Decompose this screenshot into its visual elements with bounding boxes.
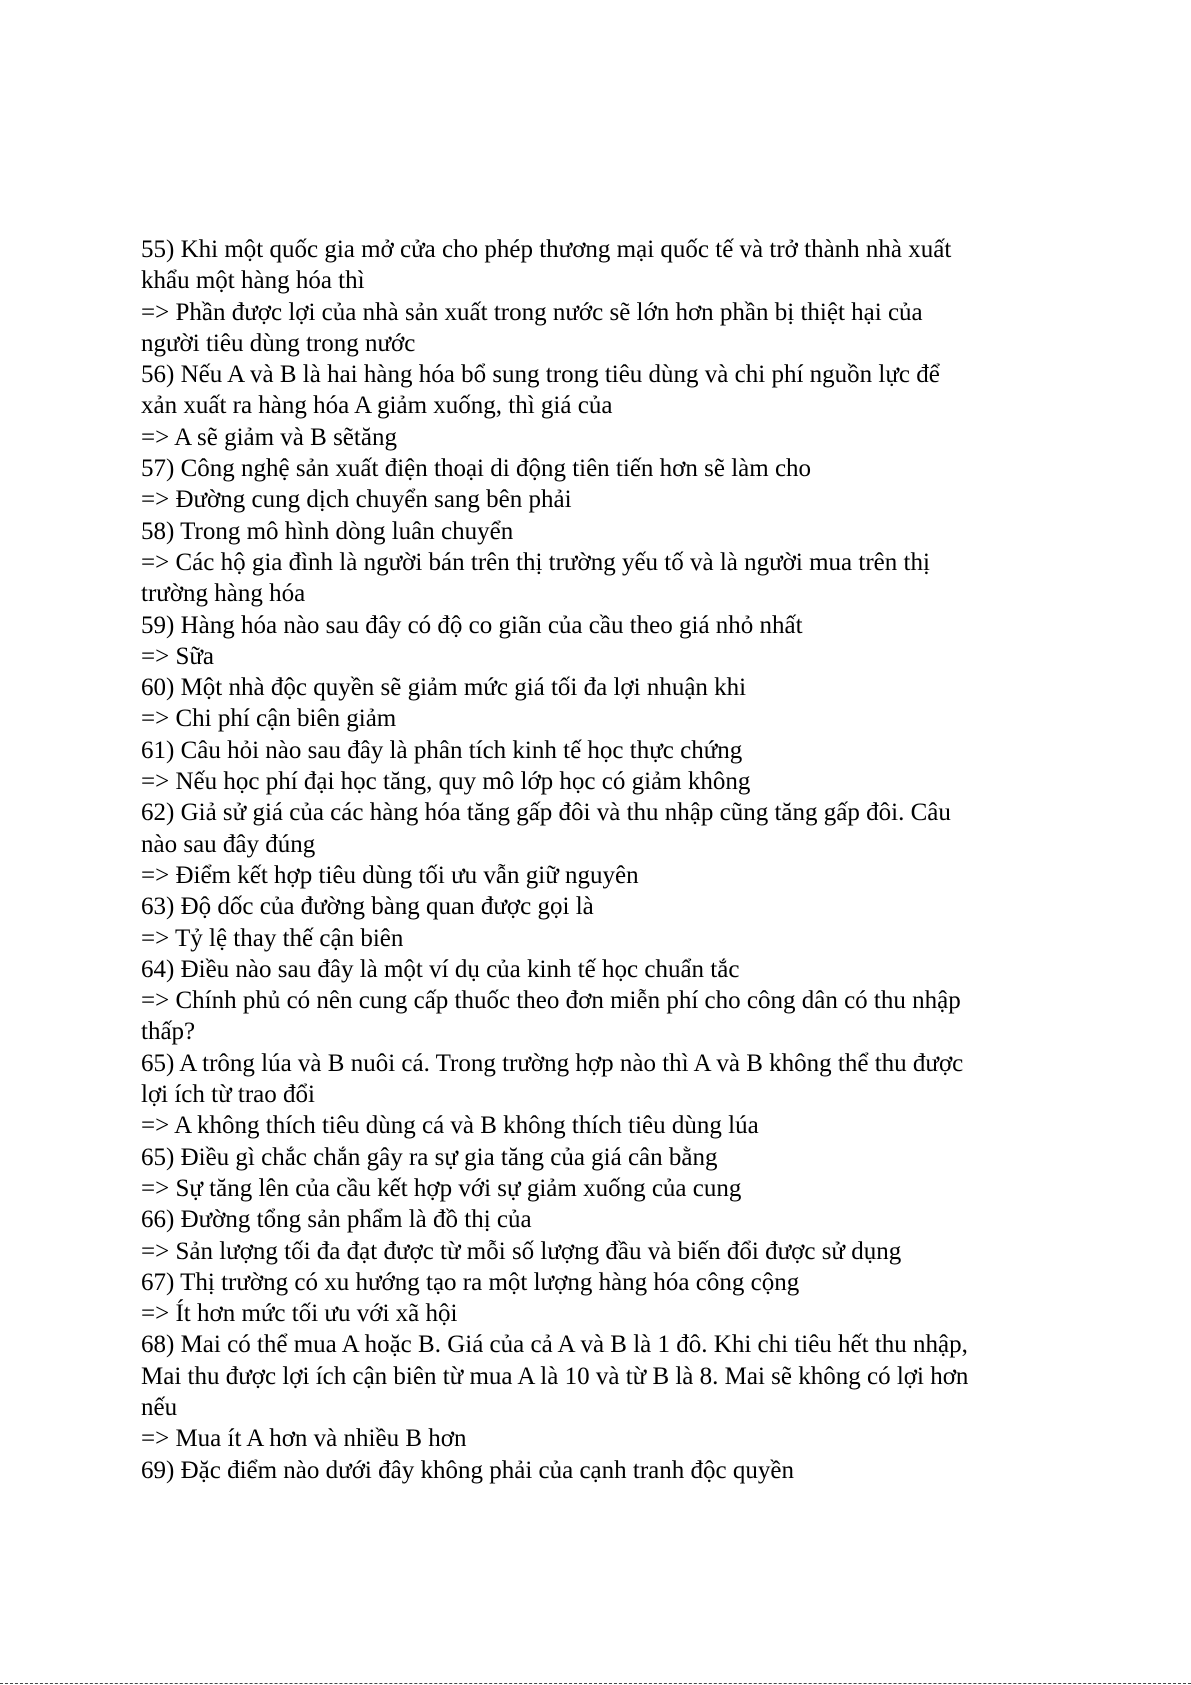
text-line: khẩu một hàng hóa thì: [141, 267, 365, 295]
text-line: 65) Điều gì chắc chắn gây ra sự gia tăng của giá cân bằng: [141, 1143, 718, 1171]
text-line: 68) Mai có thể mua A hoặc B. Giá của cả A và B là 1 đô. Khi chi tiêu hết thu nhập,: [141, 1331, 968, 1359]
text-line: 56) Nếu A và B là hai hàng hóa bổ sung trong tiêu dùng và chi phí nguồn lực để: [141, 361, 940, 389]
text-line: => Ít hơn mức tối ưu với xã hội: [141, 1300, 458, 1328]
text-line: => Tỷ lệ thay thế cận biên: [141, 924, 404, 952]
text-line: lợi ích từ trao đổi: [141, 1081, 315, 1109]
text-line: 69) Đặc điểm nào dưới đây không phải của cạnh tranh độc quyền: [141, 1456, 794, 1484]
text-line: 62) Giả sử giá của các hàng hóa tăng gấp đôi và thu nhập cũng tăng gấp đôi. Câu: [141, 799, 951, 827]
text-line: => Các hộ gia đình là người bán trên thị trường yếu tố và là người mua trên thị: [141, 548, 930, 576]
text-line: Mai thu được lợi ích cận biên từ mua A là 10 và từ B là 8. Mai sẽ không có lợi hơn: [141, 1362, 969, 1390]
text-line: 64) Điều nào sau đây là một ví dụ của kinh tế học chuẩn tắc: [141, 955, 740, 983]
text-line: => Nếu học phí đại học tăng, quy mô lớp học có giảm không: [141, 768, 751, 796]
text-line: 57) Công nghệ sản xuất điện thoại di động tiên tiến hơn sẽ làm cho: [141, 455, 812, 483]
text-line: => A không thích tiêu dùng cá và B không thích tiêu dùng lúa: [141, 1112, 759, 1140]
document-body: [141, 234, 1071, 1486]
text-line: => Phần được lợi của nhà sản xuất trong nước sẽ lớn hơn phần bị thiệt hại của: [141, 298, 923, 326]
text-line: thấp?: [141, 1018, 196, 1046]
text-line: => Điểm kết hợp tiêu dùng tối ưu vẫn giữ nguyên: [141, 861, 639, 889]
text-line: 67) Thị trường có xu hướng tạo ra một lượng hàng hóa công cộng: [141, 1268, 800, 1296]
text-line: => Chi phí cận biên giảm: [141, 705, 397, 733]
text-line: người tiêu dùng trong nước: [141, 329, 416, 357]
text-line: => Sữa: [141, 642, 214, 670]
text-line: => Đường cung dịch chuyển sang bên phải: [141, 486, 572, 514]
text-line: => Chính phủ có nên cung cấp thuốc theo đơn miễn phí cho công dân có thu nhập: [141, 987, 961, 1015]
text-line: => Mua ít A hơn và nhiều B hơn: [141, 1425, 467, 1453]
text-line: => A sẽ giảm và B sẽtăng: [141, 423, 397, 451]
text-line: trường hàng hóa: [141, 580, 306, 608]
text-line: 58) Trong mô hình dòng luân chuyển: [141, 517, 514, 545]
text-line: 55) Khi một quốc gia mở cửa cho phép thương mại quốc tế và trở thành nhà xuất: [141, 236, 952, 263]
text-line: 65) A trông lúa và B nuôi cá. Trong trường hợp nào thì A và B không thể thu được: [141, 1049, 964, 1077]
text-line: 60) Một nhà độc quyền sẽ giảm mức giá tối đa lợi nhuận khi: [141, 674, 747, 702]
text-line: 66) Đường tổng sản phẩm là đồ thị của: [141, 1206, 532, 1234]
text-line: 61) Câu hỏi nào sau đây là phân tích kinh tế học thực chứng: [141, 736, 743, 764]
text-line: 63) Độ dốc của đường bàng quan được gọi là: [141, 893, 594, 921]
text-line: xản xuất ra hàng hóa A giảm xuống, thì giá của: [141, 392, 613, 420]
text-line: => Sự tăng lên của cầu kết hợp với sự giảm xuống của cung: [141, 1174, 742, 1202]
text-line: => Sản lượng tối đa đạt được từ mỗi số lượng đầu và biến đổi được sử dụng: [141, 1237, 902, 1265]
text-line: nào sau đây đúng: [141, 830, 316, 858]
text-line: 59) Hàng hóa nào sau đây có độ co giãn của cầu theo giá nhỏ nhất: [141, 611, 803, 639]
text-line: nếu: [141, 1393, 178, 1421]
